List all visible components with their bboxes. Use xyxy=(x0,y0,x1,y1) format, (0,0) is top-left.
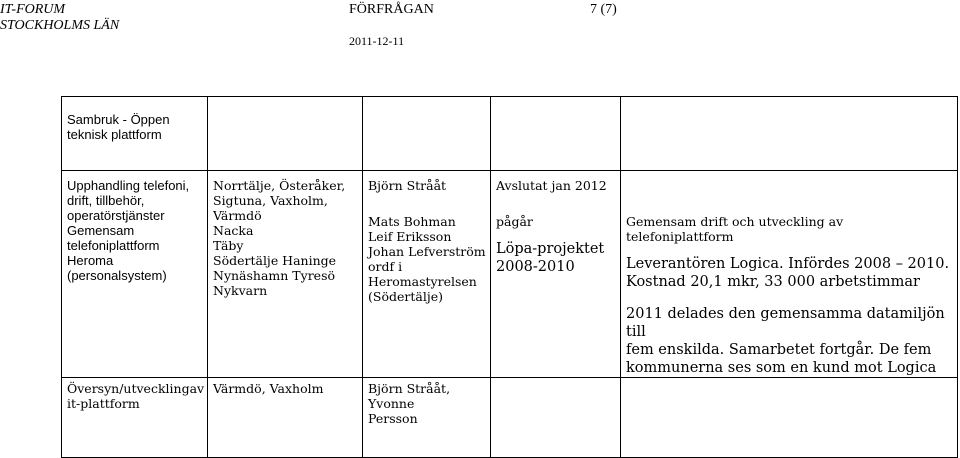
contacts-cell xyxy=(363,378,491,458)
contact-name: Leif Eriksson xyxy=(368,229,452,244)
empty-cell xyxy=(363,97,491,171)
contacts-cell xyxy=(363,171,491,378)
municipalities-line: Nynäshamn Tyresö xyxy=(213,268,336,283)
header-page-number: 7 (7) xyxy=(590,2,617,17)
table-row xyxy=(62,171,958,378)
spacer xyxy=(626,291,953,305)
contact-name: (Södertälje) xyxy=(368,289,443,304)
municipalities-line: Norrtälje, Österåker, xyxy=(213,178,346,193)
contact-name: Mats Bohman xyxy=(368,214,456,229)
spacer xyxy=(626,244,953,255)
section-title-cell xyxy=(62,97,208,171)
activity-line: it-plattform xyxy=(67,396,140,411)
empty-cell xyxy=(621,378,958,458)
empty-cell xyxy=(208,97,363,171)
table-row xyxy=(62,378,958,458)
notes-cell xyxy=(621,171,958,378)
spacer xyxy=(626,178,953,214)
notes-text: kommunerna ses som en kund mot Logica xyxy=(626,360,937,376)
notes-text: Kostnad 20,1 mkr, 33 000 arbetstimmar xyxy=(626,274,920,290)
status-text: Avslutat jan 2012 xyxy=(496,178,607,193)
section-title: Sambruk - Öppen teknisk plattform xyxy=(67,112,170,142)
header-doc-title: FÖRFRÅGAN xyxy=(349,2,434,17)
contact-name: Björn Strååt, Yvonne xyxy=(368,381,451,411)
contact-name: ordf i xyxy=(368,259,403,274)
header-org xyxy=(0,2,119,34)
municipalities-line: Nykvarn xyxy=(213,283,268,298)
municipalities-line: Värmdö xyxy=(213,208,262,223)
empty-cell xyxy=(621,97,958,171)
activity-line: Gemensam xyxy=(67,223,135,238)
municipalities-cell xyxy=(208,378,363,458)
contact-name: Björn Strååt xyxy=(368,178,447,193)
municipalities-line: Nacka xyxy=(213,223,254,238)
section-row xyxy=(62,97,958,171)
empty-cell xyxy=(491,378,621,458)
municipalities-cell xyxy=(208,171,363,378)
spacer xyxy=(496,229,616,240)
header-date: 2011-12-11 xyxy=(349,34,405,48)
status-cell xyxy=(491,171,621,378)
contact-name: Johan Lefverström xyxy=(368,244,486,259)
municipalities-line: Värmdö, Vaxholm xyxy=(213,381,324,396)
activity-line: telefoniplattform xyxy=(67,238,160,253)
project-table xyxy=(61,96,958,458)
status-text: pågår xyxy=(496,214,533,229)
header-org-region: STOCKHOLMS LÄN xyxy=(0,18,120,33)
spacer xyxy=(368,193,486,214)
notes-text: fem enskilda. Samarbetet fortgår. De fem xyxy=(626,342,932,358)
activity-line: drift, tillbehör, xyxy=(67,193,145,208)
status-text: 2008-2010 xyxy=(496,259,575,275)
activity-cell xyxy=(62,378,208,458)
notes-text: Gemensam drift och utveckling av telefoniplattform xyxy=(626,214,844,244)
municipalities-line: Södertälje Haninge xyxy=(213,253,337,268)
notes-text: Leverantören Logica. Infördes 2008 – 2010. xyxy=(626,256,950,272)
activity-line: Upphandling telefoni, xyxy=(67,178,190,193)
municipalities-line: Täby xyxy=(213,238,244,253)
status-text: Löpa-projektet xyxy=(496,241,605,257)
header-org-name: IT-FORUM xyxy=(0,2,66,17)
activity-line: operatörstjänster xyxy=(67,208,165,223)
municipalities-line: Sigtuna, Vaxholm, xyxy=(213,193,328,208)
contact-name: Persson xyxy=(368,411,418,426)
activity-line: (personalsystem) xyxy=(67,268,167,283)
activity-cell xyxy=(62,171,208,378)
spacer xyxy=(496,193,616,214)
activity-line: Heroma xyxy=(67,253,114,268)
contact-name: Heromastyrelsen xyxy=(368,274,477,289)
empty-cell xyxy=(491,97,621,171)
activity-line: Översyn/utvecklingav xyxy=(67,381,205,396)
notes-text: 2011 delades den gemensamma datamiljön till xyxy=(626,306,945,340)
